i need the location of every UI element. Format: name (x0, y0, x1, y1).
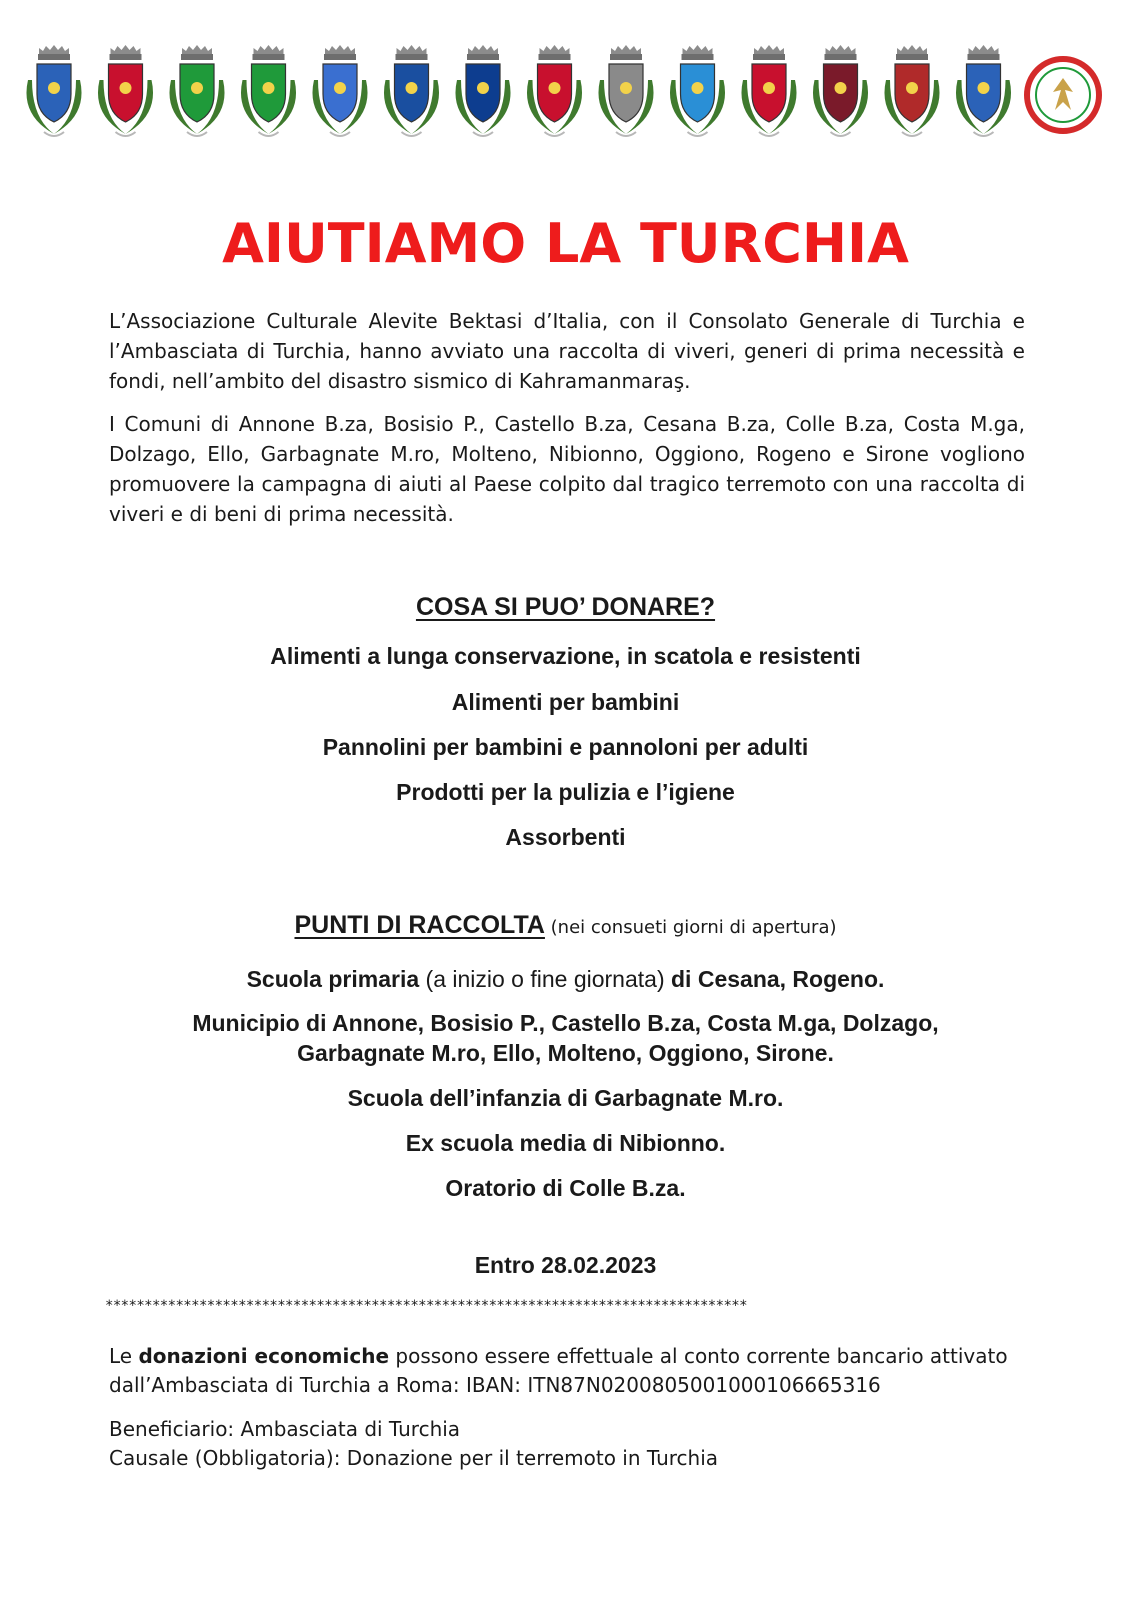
donation-item: Alimenti a lunga conservazione, in scatola e resistenti (270, 643, 861, 669)
bank-rest: possono essere effettuale al conto corrente bancario attivato dall’Ambasciata di Turchia a Roma: IBAN: ITN87N0200805001000106665316 (109, 1344, 1008, 1397)
donare-heading: COSA SI PUO’ DONARE? (415, 593, 716, 621)
collection-point-line: Municipio di Annone, Bosisio P., Castello B.za, Costa M.ga, Dolzago, (192, 1010, 939, 1036)
association-seal-icon (1027, 59, 1099, 131)
donation-item: Pannolini per bambini e pannoloni per adulti (322, 734, 809, 760)
donation-item: Alimenti per bambini (451, 689, 680, 715)
collection-point-note: (a inizio o fine giornata) (419, 966, 671, 992)
payment-reason: Causale (Obbligatoria): Donazione per il terremoto in Turchia (109, 1446, 719, 1470)
collection-point: Scuola dell’infanzia di Garbagnate M.ro. (347, 1085, 784, 1111)
bank-bold: donazioni economiche (138, 1344, 390, 1368)
municipal-crest-icon (598, 45, 653, 136)
municipal-crest-icon (241, 45, 296, 136)
intro-paragraph-1: L’Associazione Culturale Alevite Bektasi d’Italia, con il Consolato Generale di Turchia e l’Ambasciata di Turchia, hanno avviato una raccolta di viveri, generi di prima necessità e fondi, nell’ambito del disastro sismico di Kahramanmaraş. (109, 309, 1025, 393)
donation-item: Assorbenti (505, 824, 626, 850)
municipal-crest-icon (312, 45, 367, 136)
donation-item: Prodotti per la pulizia e l’igiene (396, 779, 735, 805)
municipal-crest-icon (670, 45, 725, 136)
municipal-crest-icon (956, 45, 1011, 136)
collection-point: Oratorio di Colle B.za. (445, 1175, 686, 1201)
punti-note: (nei consueti giorni di apertura) (544, 917, 837, 938)
collection-point (0, 964, 1131, 994)
municipal-crest-icon (741, 45, 796, 136)
beneficiary: Beneficiario: Ambasciata di Turchia (109, 1417, 461, 1441)
municipal-crest-icon (98, 45, 153, 136)
municipal-crest-icon (169, 45, 224, 136)
collection-point-name: Scuola primaria (246, 966, 420, 992)
collection-point (0, 1008, 1131, 1068)
punti-heading: PUNTI DI RACCOLTA (294, 911, 545, 939)
municipal-crest-icon (26, 45, 81, 136)
donare-heading-line (0, 592, 1131, 622)
bank-info (109, 1342, 1029, 1400)
page-title: AIUTIAMO LA TURCHIA (222, 212, 909, 275)
collection-point: Ex scuola media di Nibionno. (405, 1130, 726, 1156)
crest-row (14, 40, 1114, 150)
municipal-crest-icon (813, 45, 868, 136)
punti-heading-line (0, 910, 1131, 943)
intro-paragraph-2: I Comuni di Annone B.za, Bosisio P., Castello B.za, Cesana B.za, Colle B.za, Costa M.ga, Dolzago, Ello, Garbagnate M.ro, Molteno, Nibionno, Oggiono, Rogeno e Sirone vogliono promuovere la campagna di aiuti al Paese colpito dal tragico terremoto con una raccolta di viveri e di beni di prima necessità. (109, 412, 1025, 526)
separator: ********************************************************************************** (105, 1298, 747, 1314)
crest-row-graphic (14, 40, 1114, 150)
bank-lead: Le (109, 1344, 139, 1368)
deadline: Entro 28.02.2023 (474, 1252, 657, 1278)
municipal-crest-icon (884, 45, 939, 136)
collection-point-line: Garbagnate M.ro, Ello, Molteno, Oggiono, Sirone. (297, 1040, 834, 1066)
municipal-crest-icon (527, 45, 582, 136)
bank-details (109, 1415, 1029, 1473)
municipal-crest-icon (384, 45, 439, 136)
collection-point-towns: di Cesana, Rogeno. (671, 966, 885, 992)
municipal-crest-icon (455, 45, 510, 136)
